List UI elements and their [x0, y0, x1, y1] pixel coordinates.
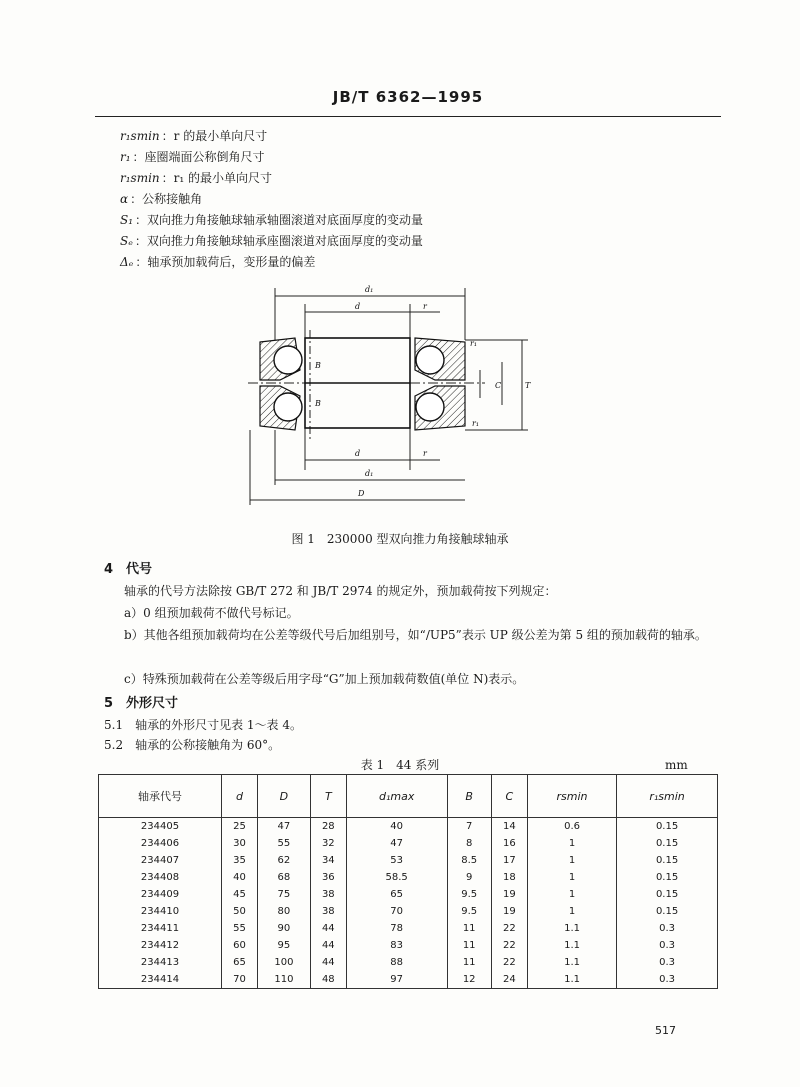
- table-cell: 234412: [99, 937, 222, 954]
- table-cell: 8.5: [447, 852, 491, 869]
- label-d-bottom: d: [355, 449, 361, 458]
- table-cell: 0.15: [617, 869, 718, 886]
- table-cell: 32: [310, 835, 346, 852]
- table-cell: 45: [222, 886, 258, 903]
- label-B-upper: B: [315, 361, 321, 370]
- table-cell: 0.3: [617, 954, 718, 971]
- label-T: T: [525, 381, 531, 390]
- table-cell: 30: [222, 835, 258, 852]
- table-cell: 19: [491, 886, 527, 903]
- table-cell: 1: [527, 852, 616, 869]
- label-D: D: [358, 489, 365, 498]
- table-cell: 38: [310, 903, 346, 920]
- definition-item: r₁smin ：r₁ 的最小单向尺寸: [120, 171, 273, 185]
- table-cell: 38: [310, 886, 346, 903]
- table-cell: 83: [346, 937, 447, 954]
- column-header: d: [222, 775, 258, 818]
- table-cell: 1: [527, 869, 616, 886]
- label-B-lower: B: [315, 399, 321, 408]
- table-cell: 28: [310, 818, 346, 836]
- label-r-bottom: r: [423, 449, 427, 458]
- table-cell: 11: [447, 954, 491, 971]
- column-header: r₁smin: [617, 775, 718, 818]
- column-header: rsmin: [527, 775, 616, 818]
- table-cell: 78: [346, 920, 447, 937]
- definitions-list: [120, 126, 423, 273]
- table-cell: 47: [258, 818, 311, 836]
- table-cell: 0.3: [617, 920, 718, 937]
- table-cell: 17: [491, 852, 527, 869]
- table-cell: 75: [258, 886, 311, 903]
- table-cell: 1.1: [527, 920, 616, 937]
- table-cell: 55: [222, 920, 258, 937]
- table-cell: 50: [222, 903, 258, 920]
- table-cell: 234413: [99, 954, 222, 971]
- table-row: [99, 937, 718, 954]
- definition-item: Δₑ ：轴承预加载荷后，变形量的偏差: [120, 255, 316, 269]
- label-d-top: d: [355, 302, 361, 311]
- table-cell: 234407: [99, 852, 222, 869]
- table-body: [99, 818, 718, 989]
- table-cell: 9.5: [447, 886, 491, 903]
- table-cell: 234405: [99, 818, 222, 836]
- table-row: [99, 920, 718, 937]
- table-row: [99, 852, 718, 869]
- table-cell: 90: [258, 920, 311, 937]
- table-cell: 95: [258, 937, 311, 954]
- table-cell: 8: [447, 835, 491, 852]
- label-r1-bottom: r₁: [472, 419, 480, 428]
- table-cell: 44: [310, 920, 346, 937]
- section-5-1: 5.1 轴承的外形尺寸见表 1～表 4。: [104, 718, 302, 732]
- table-cell: 1: [527, 886, 616, 903]
- table-cell: 12: [447, 971, 491, 989]
- table-cell: 44: [310, 954, 346, 971]
- table-cell: 19: [491, 903, 527, 920]
- table-cell: 97: [346, 971, 447, 989]
- table-cell: 9: [447, 869, 491, 886]
- table-cell: 0.15: [617, 886, 718, 903]
- section-5-2: 5.2 轴承的公称接触角为 60°。: [104, 738, 281, 752]
- table-cell: 40: [346, 818, 447, 836]
- label-C: C: [495, 381, 502, 390]
- table-row: [99, 903, 718, 920]
- definition-item: S₁ ：双向推力角接触球轴承轴圈滚道对底面厚度的变动量: [120, 213, 424, 227]
- table-row: [99, 954, 718, 971]
- header-rule: [95, 116, 721, 117]
- table-cell: 22: [491, 937, 527, 954]
- table-cell: 68: [258, 869, 311, 886]
- table-cell: 1.1: [527, 937, 616, 954]
- column-header: 轴承代号: [99, 775, 222, 818]
- column-header: C: [491, 775, 527, 818]
- dimension-table: [98, 774, 718, 989]
- table-cell: 1: [527, 835, 616, 852]
- table-cell: 47: [346, 835, 447, 852]
- column-header: d₁max: [346, 775, 447, 818]
- table-header-row: [99, 775, 718, 818]
- definition-item: r₁smin ：r 的最小单向尺寸: [120, 129, 268, 143]
- table-cell: 234410: [99, 903, 222, 920]
- table-cell: 1.1: [527, 971, 616, 989]
- column-header: B: [447, 775, 491, 818]
- table-cell: 80: [258, 903, 311, 920]
- definition-item: α ：公称接触角: [120, 192, 203, 206]
- table-cell: 22: [491, 920, 527, 937]
- table-row: [99, 835, 718, 852]
- table-row: [99, 971, 718, 989]
- label-d1-bottom: d₁: [365, 469, 374, 478]
- definition-item: Sₑ ：双向推力角接触球轴承座圈滚道对底面厚度的变动量: [120, 234, 423, 248]
- label-d1-top: d₁: [365, 285, 374, 294]
- column-header: D: [258, 775, 311, 818]
- figure-caption: 图 1 230000 型双向推力角接触球轴承: [291, 532, 509, 546]
- table-row: [99, 818, 718, 836]
- table-cell: 40: [222, 869, 258, 886]
- label-r-top: r: [423, 302, 427, 311]
- table-cell: 25: [222, 818, 258, 836]
- table-cell: 36: [310, 869, 346, 886]
- table-cell: 22: [491, 954, 527, 971]
- table-cell: 14: [491, 818, 527, 836]
- table-cell: 60: [222, 937, 258, 954]
- table-cell: 55: [258, 835, 311, 852]
- table-cell: 11: [447, 937, 491, 954]
- table-cell: 234409: [99, 886, 222, 903]
- table-cell: 0.3: [617, 971, 718, 989]
- table-cell: 1: [527, 903, 616, 920]
- table-cell: 88: [346, 954, 447, 971]
- section-5-title: 5 外形尺寸: [104, 696, 179, 711]
- table-cell: 53: [346, 852, 447, 869]
- table-cell: 44: [310, 937, 346, 954]
- section-4-item-b: b）其他各组预加载荷均在公差等级代号后加组别号，如“/UP5”表示 UP 级公差为第 5 组的预加载荷的轴承。: [124, 628, 707, 642]
- table-row: [99, 886, 718, 903]
- table-cell: 65: [222, 954, 258, 971]
- table-cell: 16: [491, 835, 527, 852]
- table-cell: 70: [222, 971, 258, 989]
- table-cell: 34: [310, 852, 346, 869]
- label-r1-top: r₁: [470, 339, 478, 348]
- table-cell: 100: [258, 954, 311, 971]
- table-cell: 35: [222, 852, 258, 869]
- table-cell: 70: [346, 903, 447, 920]
- table-cell: 24: [491, 971, 527, 989]
- table-cell: 0.15: [617, 818, 718, 836]
- table-cell: 62: [258, 852, 311, 869]
- table-cell: 0.15: [617, 903, 718, 920]
- section-4-item-a: a）0 组预加载荷不做代号标记。: [124, 606, 299, 620]
- table-title: 表 1 44 系列: [360, 758, 440, 772]
- table-cell: 0.3: [617, 937, 718, 954]
- table-cell: 0.15: [617, 852, 718, 869]
- table-cell: 234406: [99, 835, 222, 852]
- table-cell: 7: [447, 818, 491, 836]
- table-cell: 65: [346, 886, 447, 903]
- column-header: T: [310, 775, 346, 818]
- table-cell: 11: [447, 920, 491, 937]
- table-cell: 0.15: [617, 835, 718, 852]
- definition-item: r₁ ：座圈端面公称倒角尺寸: [120, 150, 265, 164]
- table-cell: 58.5: [346, 869, 447, 886]
- table-cell: 234414: [99, 971, 222, 989]
- table-cell: 234411: [99, 920, 222, 937]
- table-cell: 110: [258, 971, 311, 989]
- table-cell: 234408: [99, 869, 222, 886]
- section-4-paragraph: 轴承的代号方法除按 GB/T 272 和 JB/T 2974 的规定外，预加载荷按下列规定：: [124, 584, 557, 598]
- section-4-title: 4 代号: [104, 562, 153, 577]
- table-cell: 0.6: [527, 818, 616, 836]
- table-cell: 1.1: [527, 954, 616, 971]
- table-cell: 18: [491, 869, 527, 886]
- table-cell: 9.5: [447, 903, 491, 920]
- page-number: 517: [655, 1024, 676, 1037]
- table-unit: mm: [665, 758, 688, 772]
- document-header: JB/T 6362—1995: [332, 88, 484, 106]
- section-4-item-c: c）特殊预加载荷在公差等级后用字母“G”加上预加载荷数值(单位 N)表示。: [124, 672, 525, 686]
- table-cell: 48: [310, 971, 346, 989]
- table-row: [99, 869, 718, 886]
- bearing-drawing: [240, 280, 540, 510]
